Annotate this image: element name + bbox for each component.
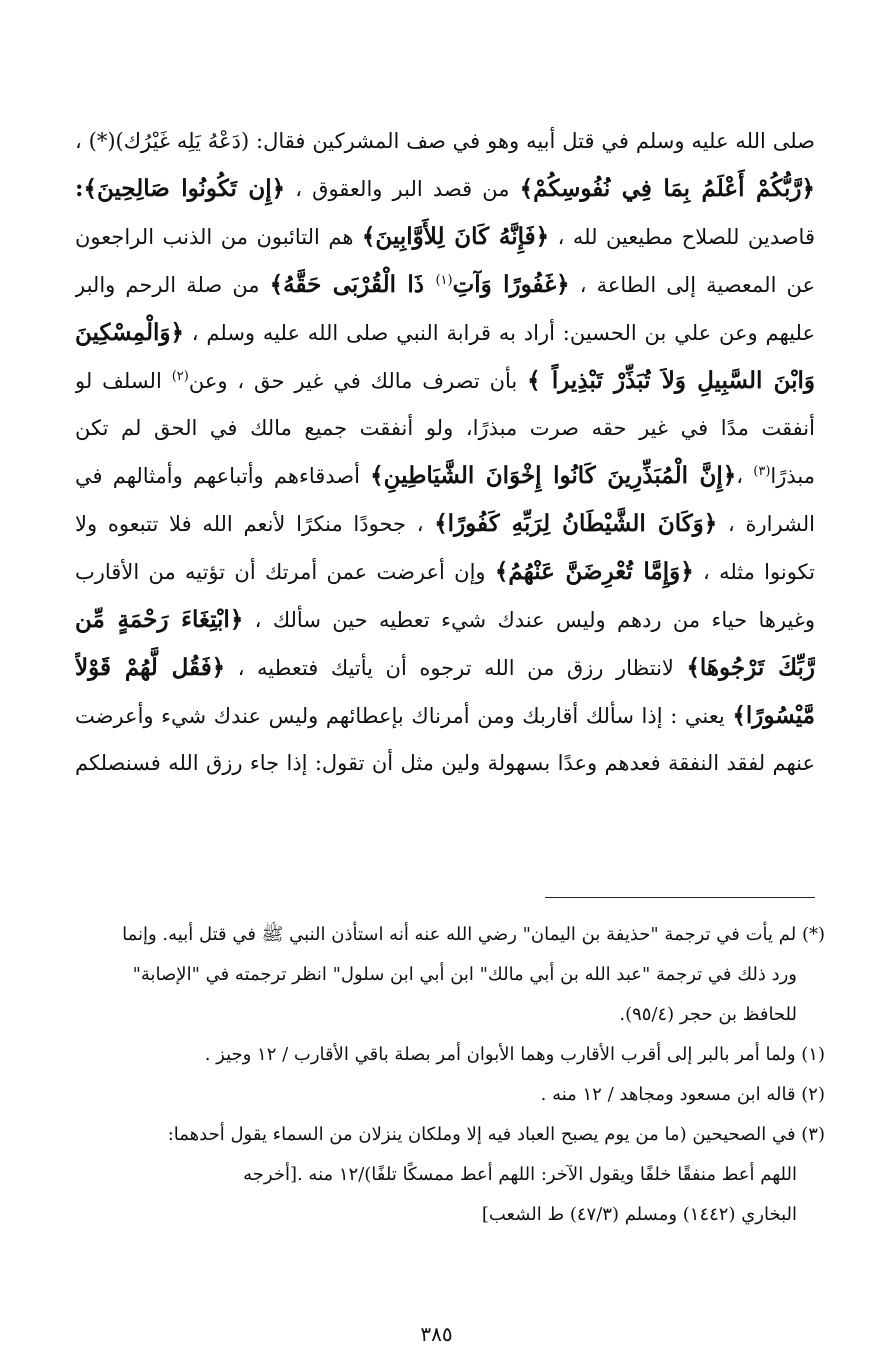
text-line-11: وغيرها حياء من ردهم وليس عندك شيء تعطيه حين سألك ، ﴿ابْتِغَاءَ رَحْمَةٍ مِّن xyxy=(75,606,815,633)
main-text xyxy=(75,118,815,787)
text-line-10: تكونوا مثله ، ﴿وَإِمَّا تُعْرِضَنَّ عَنْهُمُ﴾ وإن أعرضت عمن أمرتك أن تؤتيه من الأقارب xyxy=(75,558,815,585)
text-line-9: الشرارة ، ﴿وَكَانَ الشَّيْطَانُ لِرَبِّهِ كَفُورًا﴾ ، جحودًا منكرًا لأنعم الله فلا تتبعوه ولا xyxy=(75,510,815,537)
text-line-4: عن المعصية إلى الطاعة ، ﴿غَفُورًا وَآتِ$^{(١)}$ ذَا الْقُرْبَى حَقَّهُ﴾ من صلة الرحم والبر xyxy=(75,271,815,298)
footnote-3: (٣) في الصحيحين (ما من يوم يصبح العباد فيه إلا وملكان ينزلان من السماء يقول أحدهما: اللهم أعط منفقًا خلفًا ويقول الآخر: اللهم أعط ممسكًا تلفًا)/١٢ منه .[أخرجه البخاري (١٤٤٢) ومسلم (٤٧/٣) ط الشعب] xyxy=(167,1124,825,1225)
quran-verse: ﴿فَقُل لَّهُمْ قَوْلاً xyxy=(75,654,226,681)
quran-verse: رَّبِّكَ تَرْجُوهَا﴾ xyxy=(686,654,815,681)
quran-verse: وَابْنَ السَّبِيلِ وَلاَ تُبَذِّرْ تَبْذِيراً ﴾ xyxy=(527,367,815,394)
quran-verse: ﴿إِنَّ الْمُبَذِّرِينَ كَانُوا إِخْوَانَ الشَّيَاطِينِ﴾ xyxy=(370,462,737,489)
quran-verse: ﴿وَالْمِسْكِينَ xyxy=(75,319,184,346)
text-line-13: مَّيْسُورًا﴾ يعني : إذا سألك أقاربك ومن أمرناك بإعطائهم وليس عندك شيء وأعرضت xyxy=(75,702,815,729)
footnote-1: (١) ولما أمر بالبر إلى أقرب الأقارب وهما الأبوان أمر بصلة باقي الأقارب / ١٢ وجيز . xyxy=(204,1044,825,1065)
text-line-14: عنهم لفقد النفقة فعدهم وعدًا بسهولة ولين مثل أن تقول: إذا جاء رزق الله فسنصلكم xyxy=(75,751,815,775)
footnote-star: (*) لم يأت في ترجمة "حذيفة بن اليمان" رضي الله عنه أنه استأذن النبي ﷺ في قتل أبيه. وإنما ورد ذلك في ترجمة "عبد الله بن أبي مالك" ابن أبي ابن سلول" انظر ترجمته في "الإصابة" للحافظ بن حجر (٩٥/٤). xyxy=(122,924,825,1025)
quran-verse: ذَا الْقُرْبَى حَقَّهُ﴾ xyxy=(269,271,436,298)
text-line-8: مبذرًا$^{(٣)}$ ،﴿إِنَّ الْمُبَذِّرِينَ كَانُوا إِخْوَانَ الشَّيَاطِينِ﴾ أصدقاءهم وأتباعهم وأمثالهم في xyxy=(75,462,815,489)
footnotes xyxy=(75,915,825,1235)
text-line-7: أنفقت مدًا في غير حقه صرت مبذرًا، ولو أنفقت جميع مالك في الحق لم تكن xyxy=(75,416,815,440)
text-line-2: ﴿رَّبُّكُمْ أَعْلَمُ بِمَا فِي نُفُوسِكُمْ﴾ من قصد البر والعقوق ، ﴿إِن تَكُونُوا صَالِحِينَ﴾: xyxy=(75,175,815,202)
text-line-1: صلى الله عليه وسلم في قتل أبيه وهو في صف المشركين فقال: (دَعْهُ يَلِه غَيْرُك)(*) ، xyxy=(75,129,815,153)
quran-verse: ﴿إِن تَكُونُوا صَالِحِينَ﴾: xyxy=(75,175,286,202)
footnote-2: (٢) قاله ابن مسعود ومجاهد / ١٢ منه . xyxy=(540,1084,825,1105)
quran-verse: ﴿رَّبُّكُمْ أَعْلَمُ بِمَا فِي نُفُوسِكُمْ﴾ xyxy=(519,175,815,202)
footnote-ref: (١) xyxy=(435,273,453,288)
footnote-divider xyxy=(545,897,815,898)
quran-verse: ﴿فَإِنَّهُ كَانَ لِلأَوَّابِينَ﴾ xyxy=(361,223,550,250)
text-line-5: عليهم وعن علي بن الحسين: أراد به قرابة النبي صلى الله عليه وسلم ، ﴿وَالْمِسْكِينَ xyxy=(75,319,815,346)
quran-verse: ﴿ابْتِغَاءَ رَحْمَةٍ مِّن xyxy=(75,606,244,633)
quran-verse: ﴿وَكَانَ الشَّيْطَانُ لِرَبِّهِ كَفُورًا﴾ xyxy=(434,510,718,537)
quran-verse: ﴿غَفُورًا وَآتِ xyxy=(452,271,570,298)
text-line-3: قاصدين للصلاح مطيعين لله ، ﴿فَإِنَّهُ كَانَ لِلأَوَّابِينَ﴾ هم التائبون من الذنب الراجعون xyxy=(75,223,815,250)
page-number: ٣٨٥ xyxy=(420,1322,453,1346)
footnote-ref: (٣) xyxy=(753,464,771,479)
quran-verse: مَّيْسُورًا﴾ xyxy=(732,702,815,729)
footnote-ref: (٢) xyxy=(171,369,189,384)
text-line-6: وَابْنَ السَّبِيلِ وَلاَ تُبَذِّرْ تَبْذِيراً ﴾ بأن تصرف مالك في غير حق ، وعن$^{(٢)}$ السلف لو xyxy=(75,367,815,394)
quran-verse: ﴿وَإِمَّا تُعْرِضَنَّ عَنْهُمُ﴾ xyxy=(494,558,694,585)
text-line-12: رَّبِّكَ تَرْجُوهَا﴾ لانتظار رزق من الله ترجوه أن يأتيك فتعطيه ، ﴿فَقُل لَّهُمْ قَوْلاً xyxy=(75,654,815,681)
